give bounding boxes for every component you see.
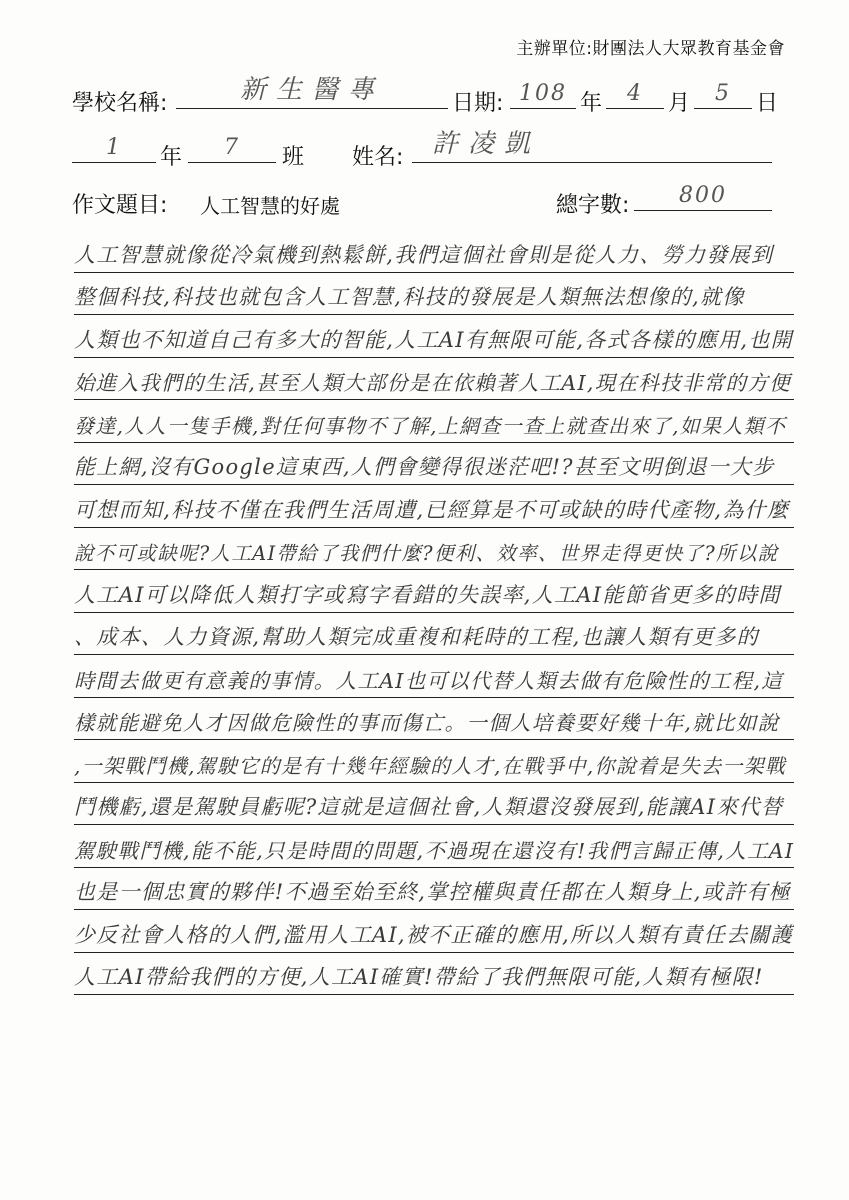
day-label: 日 bbox=[756, 91, 779, 116]
essay-line-text: 發達,人人一隻手機,對任何事物不了解,上網查一查上就查出來了,如果人類不 bbox=[74, 413, 787, 438]
topic-label: 作文題目: bbox=[72, 193, 168, 218]
essay-line-text: 駕駛戰鬥機,能不能,只是時間的問題,不過現在還沒有!我們言歸正傳,人工AI bbox=[74, 838, 794, 863]
month-value: 4 bbox=[627, 81, 643, 106]
essay-line bbox=[74, 825, 794, 868]
essay-line-text: 人工AI可以降低人類打字或寫字看錯的失誤率,人工AI能節省更多的時間 bbox=[74, 582, 781, 607]
essay-line bbox=[74, 910, 794, 953]
essay-line bbox=[74, 655, 794, 698]
essay-body bbox=[74, 230, 794, 995]
day-value: 5 bbox=[715, 81, 731, 106]
essay-line bbox=[74, 528, 794, 571]
wordcount-value: 800 bbox=[679, 183, 727, 208]
essay-line bbox=[74, 315, 794, 358]
essay-line bbox=[74, 443, 794, 486]
essay-line-text: 人工AI帶給我們的方便,人工AI確實!帶給了我們無限可能,人類有極限! bbox=[74, 965, 764, 989]
essay-line-text: 、成本、人力資源,幫助人類完成重複和耗時的工程,也讓人類有更多的 bbox=[74, 625, 759, 649]
essay-line bbox=[74, 400, 794, 443]
essay-line bbox=[74, 740, 794, 783]
essay-line bbox=[74, 485, 794, 528]
organizer-text: 主辦單位:財團法人大眾教育基金會 bbox=[516, 39, 785, 59]
class-label: 班 bbox=[282, 145, 305, 170]
essay-line bbox=[74, 613, 794, 656]
essay-line bbox=[74, 953, 794, 996]
essay-line-text: 可想而知,科技不僅在我們生活周遭,已經算是不可或缺的時代產物,為什麼 bbox=[74, 497, 790, 522]
grade-field[interactable] bbox=[72, 134, 156, 163]
school-value: 新生醫專 bbox=[239, 75, 384, 105]
topic-value: 人工智慧的好處 bbox=[200, 194, 340, 218]
essay-line-text: 始進入我們的生活,甚至人類大部份是在依賴著人工AI,現在科技非常的方便 bbox=[74, 371, 791, 395]
essay-line-text: 鬥機虧,還是駕駛員虧呢?這就是這個社會,人類還沒發展到,能讓AI來代替 bbox=[74, 795, 784, 819]
school-date-row bbox=[0, 75, 849, 116]
school-field[interactable] bbox=[176, 75, 448, 109]
class-value: 7 bbox=[224, 135, 240, 160]
name-field[interactable] bbox=[412, 129, 772, 163]
name-value: 許凌凱 bbox=[432, 129, 541, 159]
essay-line bbox=[74, 273, 794, 316]
essay-line bbox=[74, 698, 794, 741]
name-label: 姓名: bbox=[352, 145, 404, 170]
year-label: 年 bbox=[580, 91, 603, 116]
essay-line bbox=[74, 358, 794, 401]
wordcount-label: 總字數: bbox=[556, 193, 630, 218]
essay-line-text: 整個科技,科技也就包含人工智慧,科技的發展是人類無法想像的,就像 bbox=[74, 285, 745, 309]
grade-label: 年 bbox=[160, 145, 183, 170]
date-label: 日期: bbox=[452, 91, 504, 116]
year-field[interactable] bbox=[510, 80, 576, 109]
topic-row bbox=[0, 182, 849, 218]
essay-line-text: 能上網,沒有Google這東西,人們會變得很迷茫吧!?甚至文明倒退一大步 bbox=[74, 455, 775, 479]
class-field[interactable] bbox=[188, 134, 276, 163]
day-field[interactable] bbox=[694, 80, 752, 109]
wordcount-field[interactable] bbox=[634, 182, 772, 211]
essay-line bbox=[74, 570, 794, 613]
essay-line bbox=[74, 230, 794, 273]
essay-line-text: 也是一個忠實的夥伴!不過至始至終,掌控權與責任都在人類身上,或許有極 bbox=[74, 880, 791, 904]
essay-line-text: 時間去做更有意義的事情。人工AI也可以代替人類去做有危險性的工程,這 bbox=[74, 668, 784, 693]
essay-line-text: 人類也不知道自己有多大的智能,人工AI有無限可能,各式各樣的應用,也開 bbox=[74, 327, 793, 352]
essay-line-text: 樣就能避免人才因做危險性的事而傷亡。一個人培養要好幾十年,就比如說 bbox=[74, 711, 780, 735]
essay-line-text: 人工智慧就像從冷氣機到熱鬆餅,我們這個社會則是從人力、勞力發展到 bbox=[74, 242, 774, 267]
essay-line-text: 說不可或缺呢?人工AI帶給了我們什麼?便利、效率、世界走得更快了?所以說 bbox=[74, 542, 779, 565]
essay-line-text: ,一架戰鬥機,駕駛它的是有十幾年經驗的人才,在戰爭中,你說着是失去一架戰 bbox=[74, 753, 787, 778]
grade-class-name-row bbox=[0, 129, 849, 170]
school-label: 學校名稱: bbox=[72, 91, 168, 116]
essay-line bbox=[74, 783, 794, 826]
month-label: 月 bbox=[668, 91, 691, 116]
grade-value: 1 bbox=[106, 135, 122, 160]
month-field[interactable] bbox=[606, 80, 664, 109]
essay-line-text: 少反社會人格的人們,濫用人工AI,被不正確的應用,所以人類有責任去關護 bbox=[74, 922, 793, 947]
essay-line bbox=[74, 868, 794, 911]
year-value: 108 bbox=[519, 81, 567, 106]
